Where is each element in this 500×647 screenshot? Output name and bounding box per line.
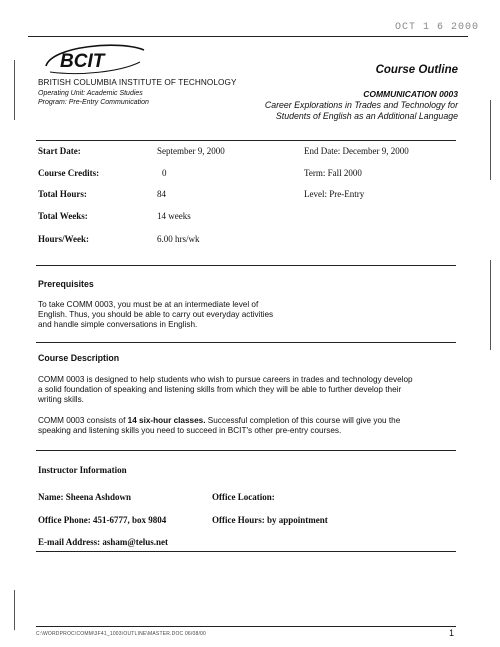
prerequisites-line: and handle simple conversations in English. — [38, 320, 198, 329]
description-line — [38, 416, 468, 426]
end-date: End Date: December 9, 2000 — [304, 146, 409, 156]
hours-week-value: 6.00 hrs/wk — [157, 234, 200, 244]
scan-edge-mark — [490, 100, 491, 180]
office-location: Office Location: — [212, 492, 275, 502]
course-outline-heading: Course Outline — [375, 64, 458, 76]
description-line: a solid foundation of speaking and listening skills from which they will be able to further develop their — [38, 385, 402, 394]
course-description-heading: Course Description — [38, 353, 120, 363]
description-line: COMM 0003 is designed to help students who wish to pursue careers in trades and technology develop — [38, 375, 413, 384]
prerequisites-divider — [36, 342, 456, 343]
bcit-logo — [40, 42, 150, 78]
bcit-logo-graphic — [40, 42, 150, 78]
top-border-line — [28, 36, 468, 37]
class-count-emphasis: 14 six-hour classes. — [127, 416, 206, 425]
file-path-footer: C:\WORDPROC\COMM\3F41_1003\OUTLINE\MASTER.DOC 06/08/00 — [36, 631, 207, 637]
total-weeks-value: 14 weeks — [157, 211, 191, 221]
total-hours-value: 84 — [157, 189, 166, 199]
credits-label: Course Credits: — [38, 168, 100, 178]
scan-edge-mark — [490, 260, 491, 350]
institute-name: BRITISH COLUMBIA INSTITUTE OF TECHNOLOGY — [38, 78, 237, 87]
program-name: Program: Pre-Entry Communication — [38, 99, 149, 106]
office-phone: Office Phone: 451-6777, box 9804 — [38, 515, 167, 525]
instructor-name: Name: Sheena Ashdown — [38, 492, 132, 502]
term: Term: Fall 2000 — [304, 168, 362, 178]
course-title: Career Explorations in Trades and Technology for Students of English as an Additional Language — [264, 100, 458, 121]
start-date-value: September 9, 2000 — [157, 146, 225, 156]
description-divider — [36, 450, 456, 451]
total-hours-label: Total Hours: — [38, 189, 87, 199]
prerequisites-heading: Prerequisites — [38, 279, 94, 289]
scan-edge-mark — [14, 60, 15, 120]
description-text: COMM 0003 consists of — [38, 416, 128, 425]
email-address: E-mail Address: asham@telus.net — [38, 537, 168, 547]
unit-program-info — [38, 89, 149, 107]
course-code: COMMUNICATION 0003 — [363, 89, 458, 99]
description-paragraph-1 — [38, 375, 468, 405]
description-line: writing skills. — [38, 395, 84, 404]
prerequisites-line: To take COMM 0003, you must be at an intermediate level of — [38, 300, 259, 309]
instructor-heading: Instructor Information — [38, 465, 127, 475]
credits-value: 0 — [162, 168, 167, 178]
scan-edge-mark — [14, 590, 15, 630]
office-hours: Office Hours: by appointment — [212, 515, 328, 525]
prerequisites-line: English. Thus, you should be able to carry out everyday activities — [38, 310, 274, 319]
description-line: speaking and listening skills you need to succeed in BCIT's other pre-entry courses. — [38, 426, 342, 435]
operating-unit: Operating Unit: Academic Studies — [38, 90, 143, 97]
description-text: Successful completion of this course will give you the — [205, 416, 401, 425]
total-weeks-label: Total Weeks: — [38, 211, 88, 221]
svg-text:BCIT: BCIT — [60, 51, 105, 72]
instructor-divider — [36, 551, 456, 552]
hours-week-label: Hours/Week: — [38, 234, 89, 244]
received-date-stamp: OCT 1 6 2000 — [395, 22, 480, 33]
description-paragraph-2 — [38, 416, 468, 436]
page-number: 1 — [449, 628, 455, 638]
header-divider — [36, 140, 456, 141]
details-divider — [36, 265, 456, 266]
level: Level: Pre-Entry — [304, 189, 365, 199]
prerequisites-text — [38, 300, 458, 330]
start-date-label: Start Date: — [38, 146, 81, 156]
footer-line — [36, 626, 456, 627]
